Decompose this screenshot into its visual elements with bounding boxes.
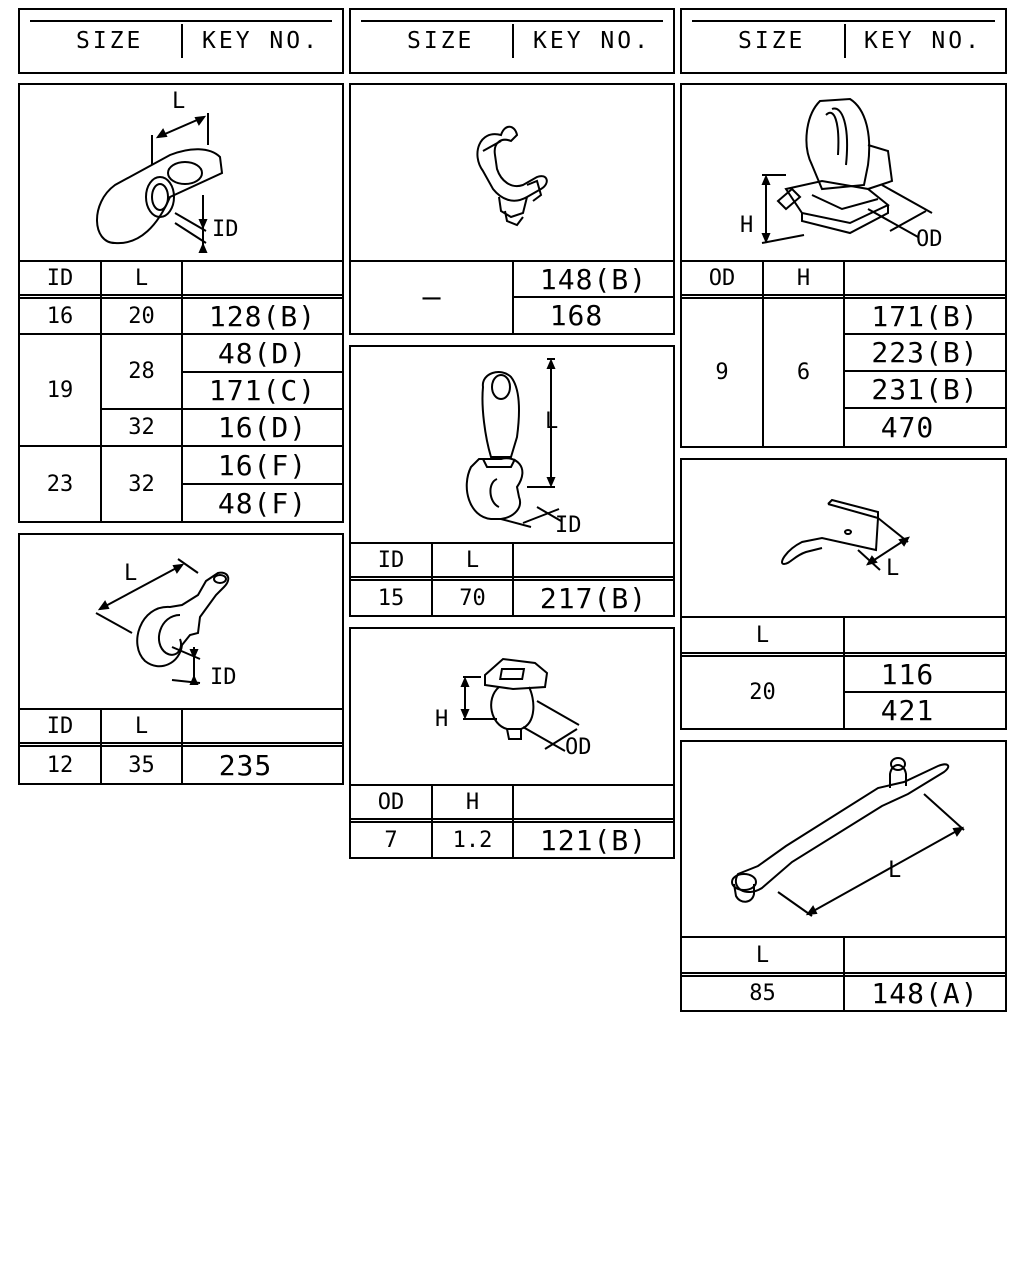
dim-label-h: H bbox=[435, 707, 449, 732]
cell-id: 12 bbox=[46, 752, 74, 778]
dim-label-l: L bbox=[172, 89, 186, 114]
cell-l: 32 bbox=[128, 415, 155, 440]
key-168[interactable]: 168 bbox=[549, 299, 604, 332]
key-16f[interactable]: 16(F) bbox=[217, 448, 308, 482]
size-header: SIZE bbox=[407, 28, 475, 54]
cell-l: 20 bbox=[128, 303, 155, 329]
key-235[interactable]: 235 bbox=[218, 748, 273, 782]
col-header-l: L bbox=[755, 942, 770, 968]
col-header-l: L bbox=[465, 547, 480, 573]
key-421[interactable]: 421 bbox=[880, 694, 935, 727]
part-push-rivet bbox=[349, 627, 675, 859]
part-spring-clip bbox=[680, 458, 1007, 730]
col-header-l: L bbox=[134, 713, 149, 739]
dim-label-od: OD bbox=[565, 735, 592, 760]
key-231b[interactable]: 231(B) bbox=[871, 373, 979, 406]
dim-label-l: L bbox=[545, 409, 559, 434]
band-strap-illustration bbox=[682, 742, 1005, 938]
col-header-od: OD bbox=[708, 265, 736, 291]
push-rivet-illustration bbox=[351, 629, 673, 784]
key-no-header: KEY NO. bbox=[864, 28, 982, 54]
key-171b[interactable]: 171(B) bbox=[871, 299, 979, 333]
header-divider bbox=[844, 24, 846, 58]
key-no-header: KEY NO. bbox=[202, 28, 320, 54]
strap-clip-illustration bbox=[351, 347, 673, 542]
open-clip-illustration bbox=[351, 85, 673, 262]
key-128b[interactable]: 128(B) bbox=[208, 299, 317, 333]
key-217b[interactable]: 217(B) bbox=[539, 581, 648, 615]
cell-l: 35 bbox=[128, 752, 155, 778]
key-148b[interactable]: 148(B) bbox=[539, 262, 648, 296]
dim-label-id: ID bbox=[210, 665, 237, 690]
col-header-id: ID bbox=[377, 547, 405, 573]
spring-clip-illustration bbox=[682, 460, 1005, 618]
cell-id: 19 bbox=[46, 377, 74, 403]
cell-l: 70 bbox=[459, 585, 486, 611]
cell-h: 6 bbox=[796, 360, 811, 385]
header-divider bbox=[512, 24, 514, 58]
col-header-h: H bbox=[796, 265, 811, 291]
dim-label-id: ID bbox=[212, 217, 239, 242]
col-header-l: L bbox=[755, 622, 770, 648]
part-p-clip bbox=[18, 533, 344, 785]
col-header-h: H bbox=[465, 789, 480, 815]
p-clip-illustration bbox=[20, 535, 342, 708]
key-223b[interactable]: 223(B) bbox=[871, 336, 979, 369]
key-116[interactable]: 116 bbox=[880, 657, 935, 691]
col-header-id: ID bbox=[46, 713, 74, 739]
cell-od: 9 bbox=[715, 360, 729, 385]
dim-label-od: OD bbox=[916, 227, 943, 252]
key-no-header: KEY NO. bbox=[533, 28, 651, 54]
header-rule bbox=[361, 20, 663, 22]
cell-id: 16 bbox=[46, 303, 74, 329]
cell-id: 23 bbox=[46, 471, 74, 497]
key-16d[interactable]: 16(D) bbox=[217, 411, 308, 444]
header-col-a bbox=[18, 8, 344, 74]
cell-od: 7 bbox=[384, 827, 398, 853]
size-header: SIZE bbox=[738, 28, 806, 54]
col-header-id: ID bbox=[46, 265, 74, 291]
header-rule bbox=[692, 20, 995, 22]
col-header-l: L bbox=[134, 265, 149, 291]
dim-label-l: L bbox=[124, 561, 138, 586]
key-470[interactable]: 470 bbox=[880, 411, 935, 444]
part-band-strap bbox=[680, 740, 1007, 1012]
cell-l: 20 bbox=[749, 680, 776, 705]
key-148a[interactable]: 148(A) bbox=[871, 977, 979, 1010]
dim-label-l: L bbox=[888, 858, 902, 883]
size-header: SIZE bbox=[76, 28, 144, 54]
part-open-clip bbox=[349, 83, 675, 335]
cell-h: 1.2 bbox=[452, 827, 493, 853]
part-clamp-with-eyelet bbox=[18, 83, 344, 523]
retainer-clip-illustration bbox=[682, 85, 1005, 262]
part-retainer-clip bbox=[680, 83, 1007, 448]
col-header-od: OD bbox=[377, 789, 405, 815]
cell-l: 32 bbox=[128, 471, 155, 497]
cell-size-dash: — bbox=[422, 280, 441, 315]
header-col-c bbox=[680, 8, 1007, 74]
key-171c[interactable]: 171(C) bbox=[208, 374, 317, 407]
key-121b[interactable]: 121(B) bbox=[539, 823, 648, 857]
dim-label-l: L bbox=[886, 556, 900, 581]
dim-label-id: ID bbox=[555, 513, 582, 538]
header-col-b bbox=[349, 8, 675, 74]
key-48f[interactable]: 48(F) bbox=[217, 486, 308, 520]
header-divider bbox=[181, 24, 183, 58]
key-48d[interactable]: 48(D) bbox=[217, 336, 308, 370]
cell-l: 85 bbox=[749, 981, 776, 1006]
cell-id: 15 bbox=[377, 585, 405, 611]
header-rule bbox=[30, 20, 332, 22]
part-strap-clip bbox=[349, 345, 675, 617]
cell-l: 28 bbox=[128, 359, 155, 384]
dim-label-h: H bbox=[740, 213, 754, 238]
